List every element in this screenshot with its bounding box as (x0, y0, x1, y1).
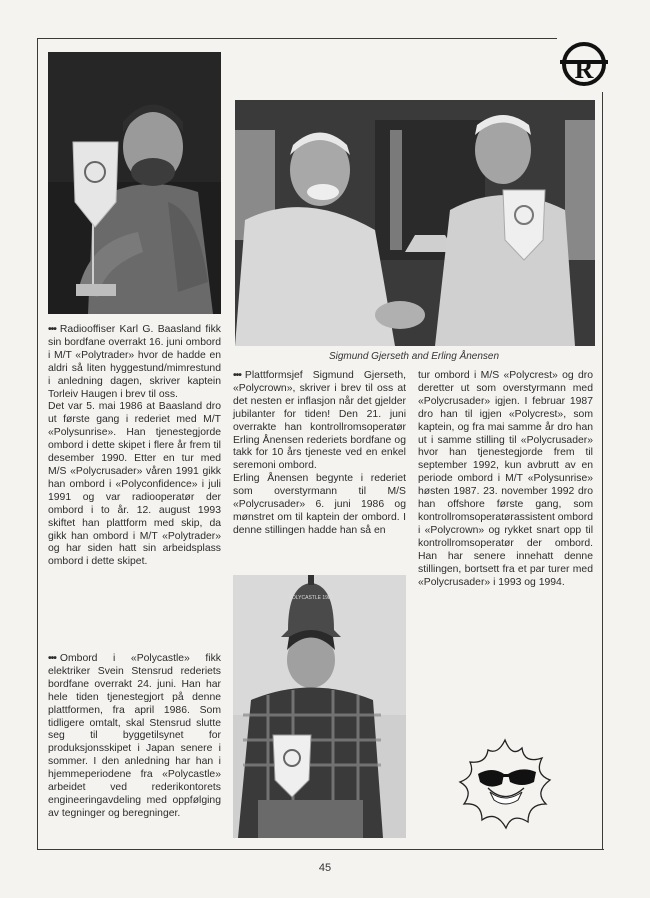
article-baasland-paragraph-1: ••• Radiooffiser Karl G. Baasland fikk sin bordfane overrakt 16. juni ombord i M/T «Polytrader» hvor de hadde en aldri så liten hyggestund/mimrestund i anledning dagen, skriver kaptein Torleiv Haugen i brev til oss. (48, 324, 221, 400)
article-gjerseth-paragraph-2: Erling Ånensen begynte i rederiet som overstyrmann til M/S «Polycrusader» 6. juni 1986 og mønstret om til kaptein der ombord. I denne stillingen hadde han så en (233, 473, 406, 536)
logo-letter: R (574, 55, 594, 84)
article-gjerseth-continuation: tur ombord i M/S «Polycrest» og dro deretter ut som overstyrmann med «Polycrusader» igjen. I februar 1987 dro han til igjen «Polycrest», som kaptein, og fra mai samme år dro han ut i samme stilling til «Polycrusader» hvor han tjenestegjorde frem til september 1992, kun avbrutt av en periode ombord i M/T «Polysunrise» høsten 1987. 23. november 1992 dro han offshore første gang, som kontrollromsoperatørassistent ombord i «Polycrown» og rykket snart opp til kontrollromsoperatør der ombord. Han har senere innehatt denne stillingen, bortsett fra et par turer med «Polycrusader» i 1993 og 1994. (418, 370, 593, 588)
photo-caption: Sigmund Gjerseth and Erling Ånensen (328, 351, 500, 362)
sun-sunglasses-illustration (448, 730, 563, 835)
photo-stensrud (233, 575, 406, 838)
article-stensrud-paragraph-1: ••• Ombord i «Polycastle» fikk elektriker Svein Stensrud rederiets bordfane overrakt 24. juni. Han har hele tiden tjenestegjort på denne plattformen, fra april 1986. Som tidligere omtalt, skal Stensrud slutte seg til byggetilsynet for produksjonsskipet i Japan senere i sommer. I den anledning har han i hjemmeperiodene fra «Polycastle» arbeidet ved rederikontorets engineeringavdeling med oppfølging av tegninger og beregninger. (48, 653, 221, 819)
company-logo (558, 38, 610, 90)
article-baasland (48, 324, 221, 569)
article-stensrud (48, 653, 221, 821)
article-baasland-paragraph-2: Det var 5. mai 1986 at Baasland dro ut første gang i rederiet med M/T «Polysunrise». Han tjenestegjorde ombord i dette skipet i flere år frem til desember 1990. Etter en tur med M/S «Polycrusader» våren 1991 gikk han ombord i «Polyconfidence» i juli 1991 og var radiooperatør der ombord i to år. 12. august 1993 skiftet han plattform med skip, da gikk han ombord i M/T «Polytrader» og har siden hatt sin arbeidsplass ombord i dette skipet. (48, 401, 221, 568)
article-gjerseth-continued (418, 370, 593, 589)
page-number: 45 (318, 862, 332, 874)
bullet-marker: ••• (48, 324, 56, 335)
photo-baasland (48, 52, 221, 314)
bullet-marker: ••• (48, 653, 56, 664)
bullet-marker: ••• (233, 370, 241, 381)
page-border-right (602, 92, 603, 849)
article-gjerseth (233, 370, 406, 538)
bell-inscription: POLYCASTLE 1982 (288, 595, 334, 601)
article-gjerseth-paragraph-1: ••• Plattformsjef Sigmund Gjerseth, «Polycrown», skriver i brev til oss at det nesten er inflasjon når det gjelder jubilanter for tiden! Den 21. juni overrakte han kontrollromsoperatør Erling Ånensen rederiets bordfane og takk for 10 års tjeneste ved en enkel seremoni ombord. (233, 370, 406, 472)
page-border-top (37, 38, 557, 39)
photo-handshake (235, 100, 595, 346)
